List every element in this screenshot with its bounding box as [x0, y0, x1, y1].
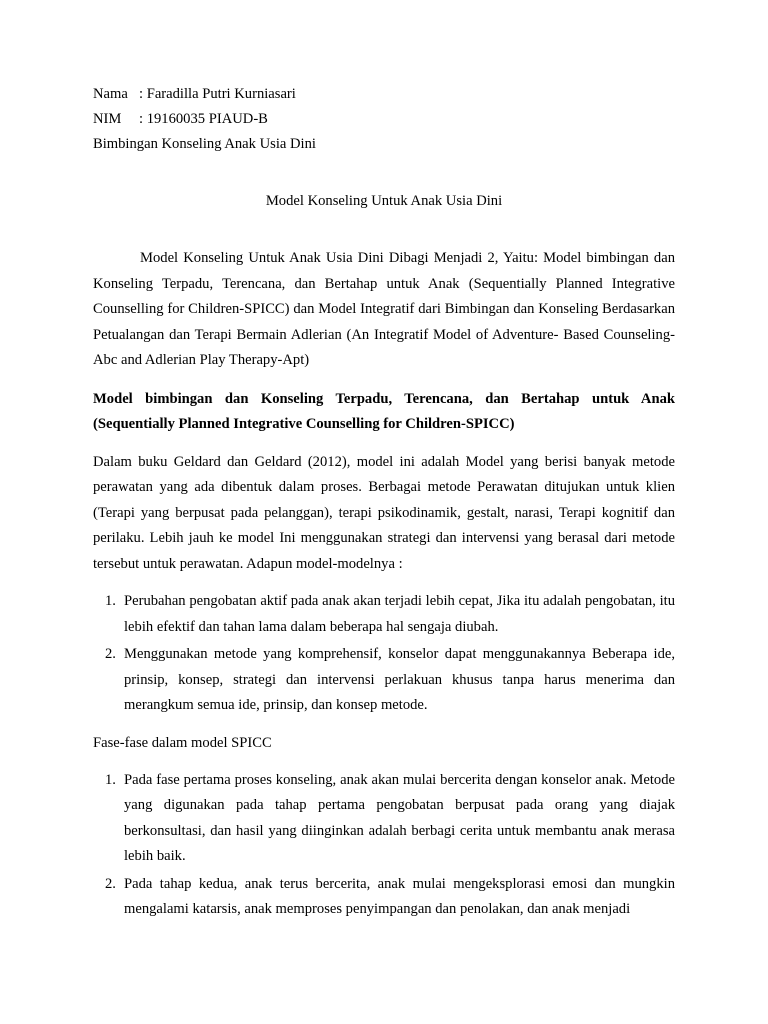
nim-value: : 19160035 PIAUD-B — [139, 111, 268, 127]
document-title: Model Konseling Untuk Anak Usia Dini — [265, 193, 503, 209]
intro-paragraph: Model Konseling Untuk Anak Usia Dini Dibagi Menjadi 2, Yaitu: Model bimbingan dan Konseling Terpadu, Terencana, dan Bertahap untuk Anak (Sequentially Planned Integrative Counselling for Children-SPICC) dan Model Integratif dari Bimbingan dan Konseling Berdasarkan Petualangan dan Terapi Bermain Adlerian (An Integratif Model of Adventure- Based Counseling-Abc and Adlerian Play Therapy-Apt) — [93, 250, 675, 368]
name-label: Nama — [93, 86, 128, 102]
model-list — [93, 589, 675, 719]
section-heading: Model bimbingan dan Konseling Terpadu, Terencana, dan Bertahap untuk Anak (Sequentially Planned Integrative Counselling for Children-SPICC) — [93, 390, 675, 432]
list-item-text: Perubahan pengobatan aktif pada anak akan terjadi lebih cepat, Jika itu adalah pengobatan, itu lebih efektif dan tahan lama dalam beberapa hal sengaja diubah. — [124, 593, 675, 635]
list-item — [93, 768, 675, 870]
section-paragraph: Dalam buku Geldard dan Geldard (2012), model ini adalah Model yang berisi banyak metode perawatan yang ada dibentuk dalam proses. Berbagai metode Perawatan ditujukan untuk klien (Terapi yang berpusat pada pelanggan), terapi psikodinamik, gestalt, narasi, Terapi kognitif dan perilaku. Lebih jauh ke model Ini menggunakan strategi dan intervensi yang berasal dari metode tersebut untuk perawatan. Adapun model-modelnya : — [93, 453, 675, 572]
list-item-number: 2. — [105, 875, 116, 892]
name-line — [93, 82, 675, 107]
list-item-number: 2. — [105, 646, 116, 662]
list-item — [93, 872, 675, 923]
phase-list — [93, 768, 675, 923]
document-page — [93, 82, 675, 923]
name-value: : Faradilla Putri Kurniasari — [139, 86, 296, 102]
list-item-text: Menggunakan metode yang komprehensif, konselor dapat menggunakannya Beberapa ide, prinsip, konsep, strategi dan intervensi perlakuan khusus tanpa harus menerima dan merangkum semua ide, prinsip, dan konsep metode. — [124, 646, 675, 713]
list-item-text: Pada fase pertama proses konseling, anak akan mulai bercerita dengan konselor anak. Metode yang digunakan pada tahap pertama pengobatan berpusat pada orang yang diajak berkonsultasi, dan hasil yang diinginkan adalah berbagi cerita untuk membantu anak merasa lebih baik. — [124, 771, 675, 864]
course-line: Bimbingan Konseling Anak Usia Dini — [93, 136, 316, 152]
list-item-text: Pada tahap kedua, anak terus bercerita, anak mulai mengeksplorasi emosi dan mungkin mengalami katarsis, anak memproses penyimpangan dan penolakan, dan anak menjadi — [124, 875, 675, 917]
list-item — [93, 642, 675, 719]
phase-heading: Fase-fase dalam model SPICC — [93, 734, 272, 751]
nim-line — [93, 107, 675, 132]
nim-label: NIM — [93, 111, 122, 127]
list-item-number: 1. — [105, 771, 116, 788]
list-item — [93, 589, 675, 640]
list-item-number: 1. — [105, 593, 116, 609]
